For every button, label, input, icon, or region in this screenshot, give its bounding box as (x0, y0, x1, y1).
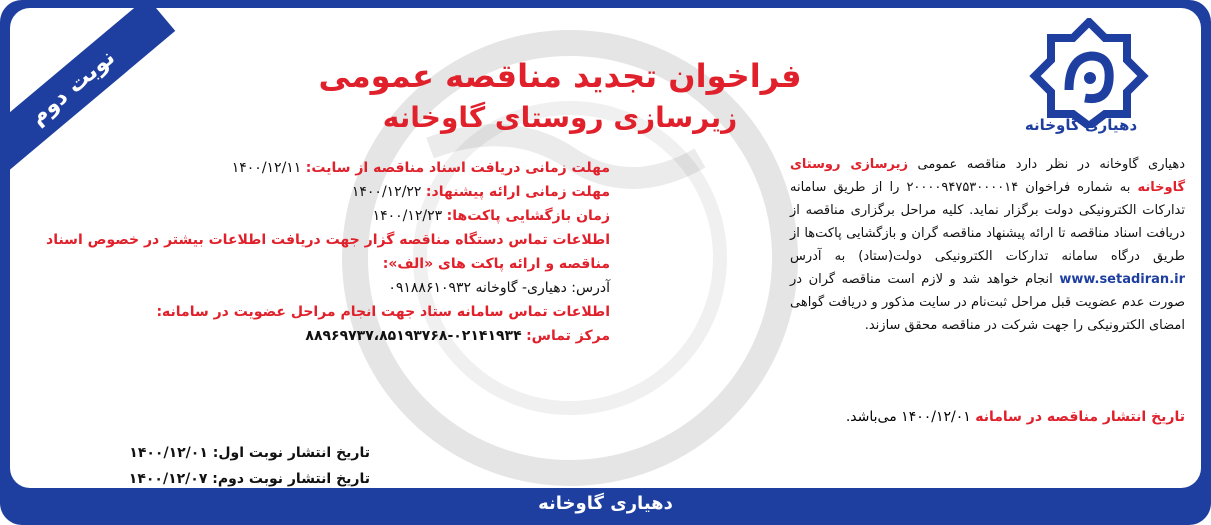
footer-organization: دهیاری گاوخانه (538, 493, 673, 514)
opening-date-label: زمان بازگشایی پاکت‌ها: (446, 208, 610, 224)
second-round-label: تاریخ انتشار نوبت دوم: (212, 471, 370, 487)
setad-contact-title: اطلاعات تماس سامانه ستاد جهت انجام مراحل عضویت در سامانه: (156, 304, 610, 320)
round-ribbon: نوبت دوم (10, 8, 175, 179)
docs-deadline-label: مهلت زمانی دریافت اسناد مناقصه از سایت: (305, 160, 610, 176)
body-text-2: به شماره فراخوان ۲۰۰۰۰۹۴۷۵۳۰۰۰۰۱۴ را از طریق سامانه تدارکات الکترونیکی دولت برگزار نماید. کلیه مراحل برگزاری مناقصه از دریافت اسناد مناقصه تا ارائه پیشنهاد مناقصه گران و بازگشایی پاکت‌ها از طریق درگاه سامانه تدارکات الکترونیکی دولت(ستاد) به آدرس (790, 180, 1185, 264)
body-highlight: زیرسازی روستای گاوخانه (790, 157, 1186, 195)
opening-date (30, 204, 610, 228)
deadlines-column (30, 156, 610, 348)
offer-deadline-label: مهلت زمانی ارائه پیشنهاد: (425, 184, 610, 200)
call-center-value: ۰۲۱۴۱۹۳۴-۸۸۹۶۹۷۳۷،۸۵۱۹۳۷۶۸ (305, 328, 522, 344)
body-text-3: انجام خواهد شد و لازم است مناقصه گران در صورت عدم عضویت قبل مراحل ثبت‌نام در سایت مذکور و دریافت گواهی امضای الکترونیکی را جهت شرکت در مناقصه محقق سازند. (790, 272, 1185, 333)
opening-date-value: ۱۴۰۰/۱۲/۲۳ (372, 208, 443, 224)
address-phone: ۰۹۱۸۸۶۱۰۹۳۲ (388, 280, 472, 296)
contact-title: اطلاعات تماس دستگاه مناقصه گزار جهت دریافت اطلاعات بیشتر در خصوص اسناد مناقصه و ارائه پاکت های «الف»: (46, 232, 610, 272)
address (30, 276, 610, 300)
first-round-label: تاریخ انتشار نوبت اول: (212, 445, 370, 461)
first-round-value: ۱۴۰۰/۱۲/۰۱ (129, 445, 208, 461)
offer-deadline (30, 180, 610, 204)
publish-date-value: ۱۴۰۰/۱۲/۰۱ می‌باشد. (845, 409, 971, 425)
publication-dates (50, 440, 370, 488)
village-council-logo-icon (1029, 18, 1149, 128)
first-round-date (50, 440, 370, 466)
publish-date-label: تاریخ انتشار مناقصه در سامانه (975, 409, 1185, 425)
setad-url-link[interactable]: www.setadiran.ir (1059, 272, 1185, 287)
body-text-1: دهیاری گاوخانه در نظر دارد مناقصه عمومی (917, 157, 1185, 172)
docs-deadline (30, 156, 610, 180)
offer-deadline-value: ۱۴۰۰/۱۲/۲۲ (351, 184, 422, 200)
notice-body (790, 153, 1185, 337)
second-round-date (50, 466, 370, 488)
call-center-label: مرکز تماس: (526, 328, 610, 344)
address-label: آدرس: دهیاری- گاوخانه (475, 280, 610, 296)
second-round-value: ۱۴۰۰/۱۲/۰۷ (128, 471, 208, 487)
publish-date (790, 406, 1185, 428)
docs-deadline-value: ۱۴۰۰/۱۲/۱۱ (231, 160, 302, 176)
logo-caption: دهیاری گاوخانه (1024, 116, 1138, 134)
call-center (30, 324, 610, 348)
notice-subtitle: زیرسازی روستای گاوخانه (382, 101, 738, 134)
notice-title: فراخوان تجدید مناقصه عمومی (318, 57, 802, 95)
ad-panel (10, 8, 1201, 488)
